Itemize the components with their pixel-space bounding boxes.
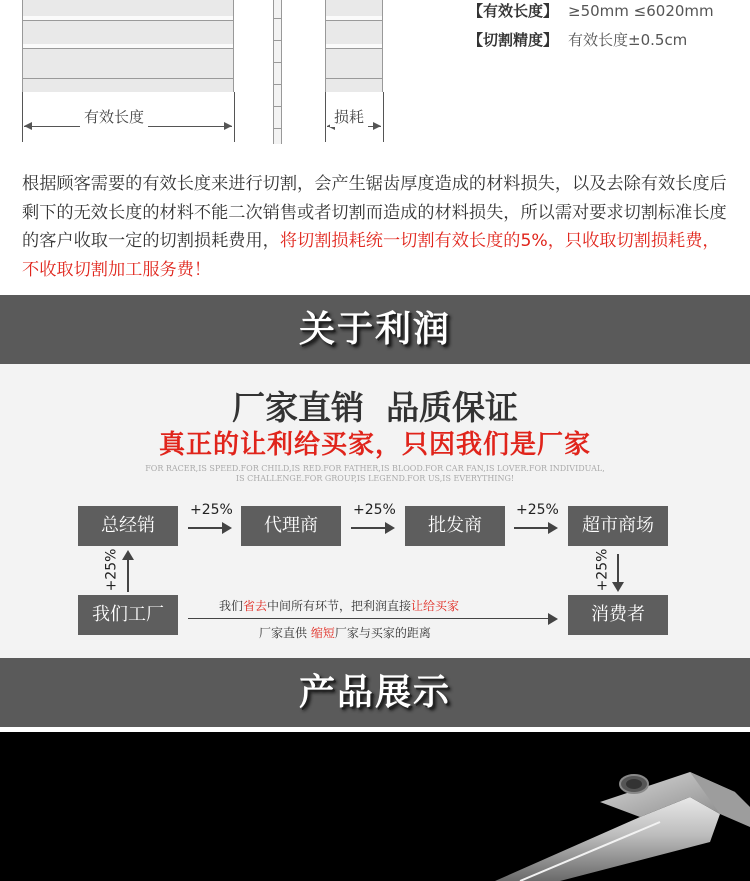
box-consumer: 消费者 [568,595,668,635]
banner-product [0,658,750,727]
arrow-1 [188,527,230,529]
saw-blade-strip [273,0,282,144]
paragraph-text: 根据顾客需要的有效长度来进行切割，会产生锯齿厚度造成的材料损失，以及去除有效长度后剩下的无效长度的材料不能二次销售或者切割而造成的材料损失，所以需对要求切割标准长度的客户收取一定的切割损耗费用， [22,174,727,251]
t-slot-nut-image [0,732,750,881]
banner-profit-title: 关于利润 [298,309,451,350]
profit-title [0,382,750,429]
bottom-line-top: 我们省去中间所有环节，把利润直接让给买家 [219,599,460,613]
title-direct-sale: 厂家直销 [232,388,364,427]
spec-length-value: ≥50mm ≤6020mm [568,2,714,20]
pct-right: +25% [594,548,611,592]
spec-precision-key: 【切割精度】 [468,31,559,49]
title-quality: 品质保证 [386,388,518,427]
arrow-2 [351,527,393,529]
paragraph-highlight: 将切割损耗统一切割有效长度的5%，只收取切割损耗费，不收取切割加工服务费！ [22,231,720,280]
spec-precision-value: 有效长度±0.5cm [568,31,688,49]
bottom-line-bottom: 厂家直供 缩短厂家与买家的距离 [259,626,431,640]
length-diagram [0,0,750,160]
loss-label: 损耗 [330,106,368,127]
box-our-factory: 我们工厂 [78,595,178,635]
banner-product-title: 产品展示 [298,672,451,713]
spec-precision [468,29,687,50]
english-slogan-2: IS CHALLENGE.FOR GROUP,IS LEGEND.FOR US,IS EVERYTHING! [235,474,515,483]
banner-profit [0,295,750,364]
pct-2: +25% [353,502,396,518]
arrow-down-right [617,554,619,584]
profit-subtitle: 真正的让利给买家，只因我们是厂家 [158,430,591,460]
arrow-3 [514,527,556,529]
box-agent: 代理商 [241,506,341,546]
arrow-up-left [127,558,129,592]
pct-1: +25% [190,502,233,518]
pct-left: +25% [103,548,120,592]
box-supermarket: 超市商场 [568,506,668,546]
profile-loss [325,0,383,92]
arrow-direct [188,618,556,619]
box-general-distributor: 总经销 [78,506,178,546]
spec-length [468,0,714,21]
pct-3: +25% [516,502,559,518]
profit-section [0,364,750,658]
spec-length-key: 【有效长度】 [468,2,559,20]
product-photo [0,732,750,881]
box-wholesaler: 批发商 [405,506,505,546]
effective-length-label: 有效长度 [80,106,148,127]
loss-explanation-paragraph [22,170,734,284]
profile-effective [22,0,234,92]
english-slogan-1: FOR RACER,IS SPEED.FOR CHILD,IS RED.FOR FATHER,IS BLOOD.FOR CAR FAN,IS LOVER.FOR INDIVIDUAL, [145,464,605,473]
